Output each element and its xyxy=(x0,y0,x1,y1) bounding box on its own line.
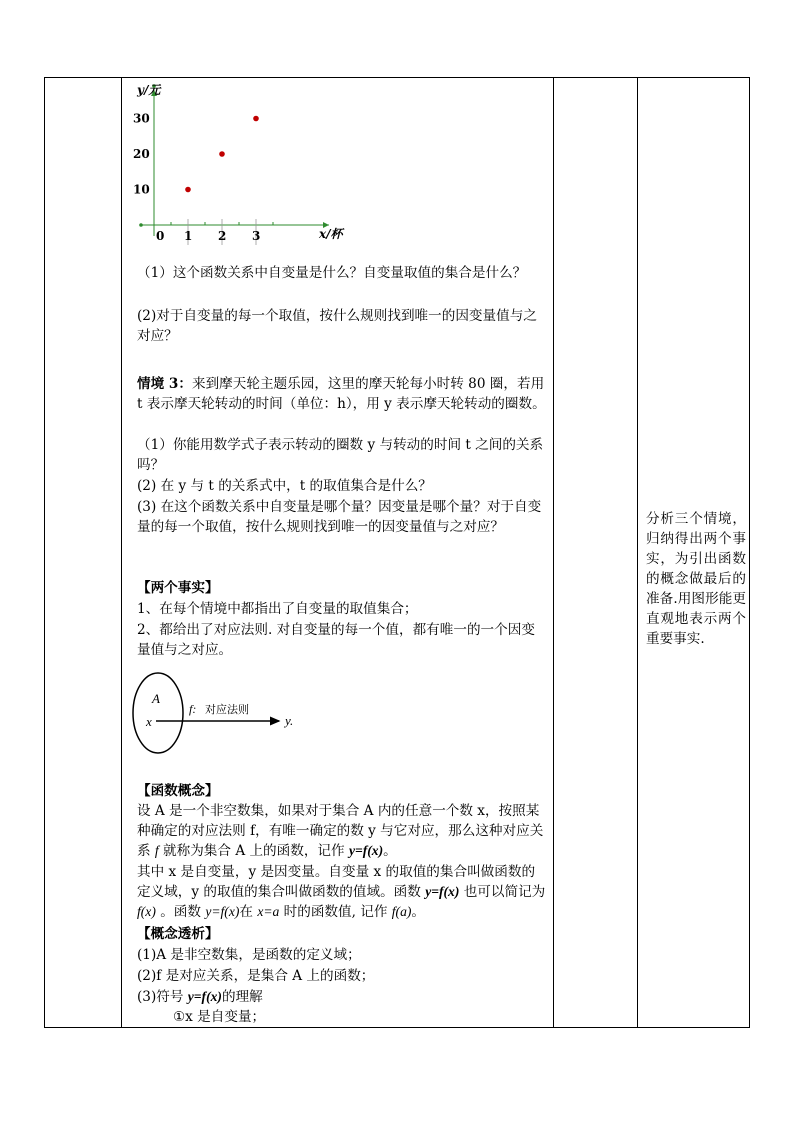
x-tick-label: 0 xyxy=(156,229,165,243)
analysis-3: (3)符号 y=f(x)的理解 xyxy=(137,989,263,1005)
column-divider xyxy=(637,78,638,1027)
analysis-2: (2)f 是对应关系，是集合 A 上的函数； xyxy=(137,968,375,984)
x-axis-label: x/杯 xyxy=(319,227,343,241)
y-axis-label: y/元 xyxy=(137,83,161,97)
concept-paragraph-2: 其中 x 是自变量，y 是因变量。自变量 x 的取值的集合叫做函数的定义域，y 的取值的集合叫做函数的值域。函数 y=f(x) 也可以简记为 f(x) 。函数 y=f(x)在 x=a 时的函数值, 记作 f(a)。 xyxy=(137,864,546,920)
chart-marks xyxy=(185,116,259,193)
situation-3-question-1: （1）你能用数学式子表示转动的圈数 y 与转动的时间 t 之间的关系吗？ xyxy=(137,437,544,473)
analysis-title: 【概念透析】 xyxy=(137,926,219,942)
column-divider xyxy=(121,78,122,1027)
element-label: x xyxy=(146,714,152,729)
concept-title: 【函数概念】 xyxy=(137,783,219,799)
x-tick-label: 3 xyxy=(252,229,261,243)
situation-3-text: 来到摩天轮主题乐园，这里的摩天轮每小时转 80 圈，若用 t 表示摩天轮转动的时间（单位：h），用 y 表示摩天轮转动的圈数。 xyxy=(137,376,546,412)
concept-paragraph-1: 设 A 是一个非空数集，如果对于集合 A 内的任意一个数 x，按照某种确定的对应法则 f，有唯一确定的数 y 与它对应，那么这种对应关系 f 就称为集合 A 上的函数，记作 y=f(x)。 xyxy=(137,803,544,859)
axis-origin-dot xyxy=(139,223,143,227)
situation-3-question-3: (3) 在这个函数关系中自变量是哪个量？因变量是哪个量？对于自变量的每一个取值，按什么规则找到唯一的因变量值与之对应？ xyxy=(137,499,542,535)
fact-2: 2、都给出了对应法则. 对自变量的每一个值，都有唯一的一个因变量值与之对应。 xyxy=(137,622,535,658)
fact-1: 1、在每个情境中都指出了自变量的取值集合； xyxy=(137,601,418,617)
x-tick-label: 1 xyxy=(184,229,193,243)
map-label: f: xyxy=(189,702,197,716)
y-tick-label: 10 xyxy=(133,182,150,197)
situation-3-label: 情境 3： xyxy=(137,376,192,392)
data-point xyxy=(185,187,191,193)
target-label: y. xyxy=(285,713,294,728)
two-facts-title: 【两个事实】 xyxy=(137,580,219,596)
chart-ticks xyxy=(133,112,260,244)
scatter-chart xyxy=(129,78,389,258)
situation-3-question-2: (2) 在 y 与 t 的关系式中，t 的取值集合是什么？ xyxy=(137,478,432,494)
analysis-1: (1)A 是非空数集，是函数的定义域； xyxy=(137,947,361,963)
question-2: (2)对于自变量的每一个取值，按什么规则找到唯一的因变量值与之对应？ xyxy=(137,308,537,344)
column-divider xyxy=(553,78,554,1027)
rule-label: 对应法则 xyxy=(205,703,249,716)
x-tick-label: 2 xyxy=(218,229,227,243)
data-point xyxy=(253,116,259,122)
analysis-3-sub-1: ①x 是自变量； xyxy=(173,1009,266,1025)
set-label: A xyxy=(152,691,160,706)
y-tick-label: 20 xyxy=(133,147,150,161)
mapping-diagram xyxy=(129,670,359,760)
data-point xyxy=(219,151,225,157)
situation-3 xyxy=(137,374,547,414)
y-tick-label: 30 xyxy=(133,111,150,126)
question-1: （1）这个函数关系中自变量是什么？自变量取值的集合是什么？ xyxy=(137,265,527,281)
lesson-table xyxy=(44,77,750,1028)
set-ellipse xyxy=(133,673,183,753)
teacher-note: 分析三个情境，归纳得出两个事实，为引出函数的概念做最后的准备.用图形能更直观地表示两个重要事实. xyxy=(646,511,746,647)
